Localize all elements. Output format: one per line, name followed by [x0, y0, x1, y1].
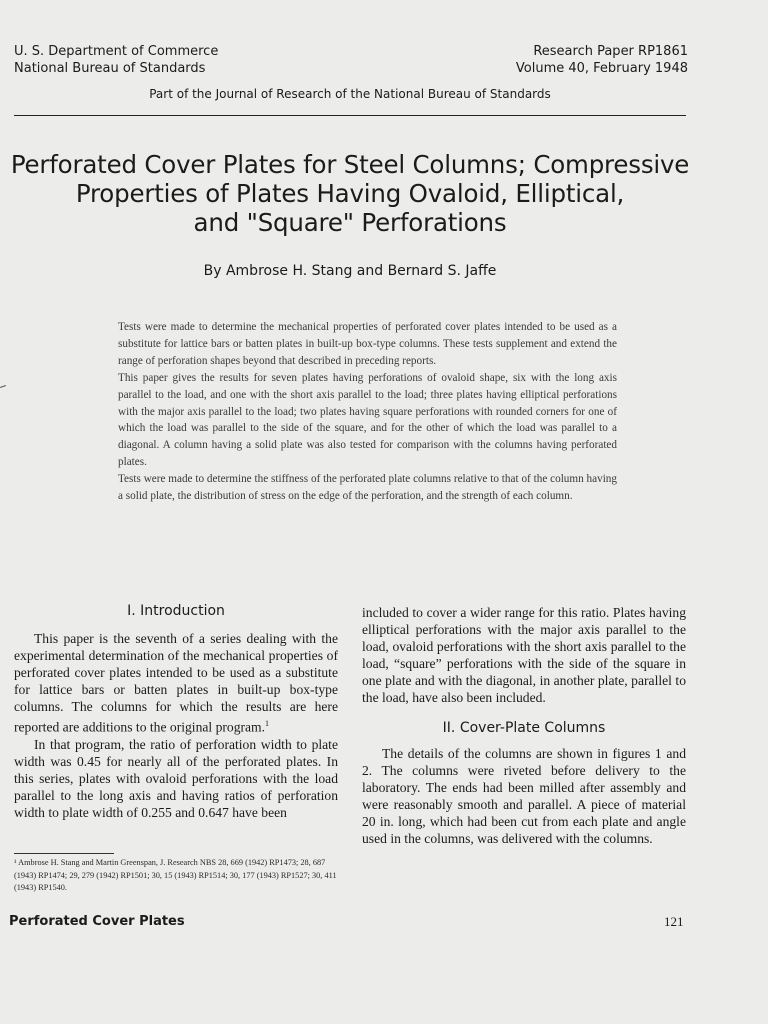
- intro-text-1: This paper is the seventh of a series dealing with the experimental determination of the mechanical properties of perforated cover plates intended to be used as a substitute for lattice bars or batten plates in built-up box-type columns. The columns for which the results are here reported are additions to the original program.: [14, 631, 338, 735]
- right-column: [362, 604, 686, 847]
- margin-mark: [0, 385, 6, 388]
- header-left: [14, 43, 218, 77]
- header-right: [516, 43, 688, 77]
- intro-paragraph-2: In that program, the ratio of perforation width to plate width was 0.45 for nearly all of the perforated plates. In this series, plates with ovaloid perforations with the load parallel to the long axis and having ratios of perforation width to plate width of 0.255 and 0.647 have been: [14, 737, 338, 821]
- title-line-2: Properties of Plates Having Ovaloid, Elliptical,: [75, 179, 625, 208]
- section-heading-cover-plate-columns: II. Cover-Plate Columns: [442, 719, 606, 736]
- abstract-text-3: Tests were made to determine the stiffness of the perforated plate columns relative to that of the column having a solid plate, the distribution of stress on the edge of the perforation, and the strength of each column.: [118, 473, 617, 503]
- paper-title: [0, 150, 700, 237]
- journal-line: Part of the Journal of Research of the National Bureau of Standards: [149, 87, 551, 101]
- abstract-text-1: Tests were made to determine the mechanical properties of perforated cover plates intended to be used as a substitute for lattice bars or batten plates in built-up box-type columns. These tests supplement and extend the range of perforation shapes beyond that described in preceding reports.: [118, 321, 617, 367]
- section-heading-introduction: I. Introduction: [127, 603, 225, 619]
- left-column: [14, 602, 338, 822]
- volume-date: Volume 40, February 1948: [515, 61, 688, 76]
- cover-paragraph-1: The details of the columns are shown in figures 1 and 2. The columns were riveted before delivery to the laboratory. The ends had been milled after assembly and were reasonably smooth and parallel. A piece of material 20 in. long, which had been cut from each plate and angle used in the columns, was delivered with the columns.: [362, 745, 686, 847]
- footnote-rule: [14, 853, 114, 854]
- research-paper-number: Research Paper RP1861: [533, 44, 688, 59]
- title-line-3: and "Square" Perforations: [193, 208, 507, 237]
- abstract-paragraph-3: [118, 471, 617, 505]
- title-line-1: Perforated Cover Plates for Steel Columns; Compressive: [10, 150, 690, 179]
- authors: By Ambrose H. Stang and Bernard S. Jaffe: [203, 263, 497, 279]
- abstract: [118, 319, 617, 505]
- running-title: Perforated Cover Plates: [9, 914, 185, 929]
- footnote: ¹ Ambrose H. Stang and Martin Greenspan, J. Research NBS 28, 669 (1942) RP1473; 28, 687 (1943) RP1474; 29, 279 (1942) RP1501; 30, 15 (1943) RP1514; 30, 177 (1943) RP1527; 30, 411 (1943) RP1540.: [14, 858, 337, 892]
- header-rule: [14, 115, 686, 116]
- intro-paragraph-1: [14, 630, 338, 736]
- abstract-paragraph-1: [118, 319, 617, 370]
- page-number: 121: [664, 914, 684, 929]
- department-line: U. S. Department of Commerce: [14, 44, 219, 59]
- intro-paragraph-2-continued: included to cover a wider range for this ratio. Plates having elliptical perforations with the major axis parallel to the load, ovaloid perforations with the short axis parallel to the load, “square” perforations with the side of the square in one plate and with the diagonal, in another plate, parallel to the load, have also been included.: [362, 605, 686, 706]
- abstract-paragraph-2: [118, 370, 617, 471]
- abstract-text-2: This paper gives the results for seven plates having perforations of ovaloid shape, six with the long axis parallel to the load, and one with the short axis parallel to the load; three plates having elliptical perforations with the major axis parallel to the load; two plates having square perforations with rounded corners for one of which the load was parallel to the side of the square, and for the other of which the load was parallel to a diagonal. A column having a solid plate was also tested for comparison with the columns having perforated plates.: [118, 371, 617, 469]
- bureau-line: National Bureau of Standards: [14, 61, 206, 76]
- footnote-ref: 1: [265, 719, 270, 729]
